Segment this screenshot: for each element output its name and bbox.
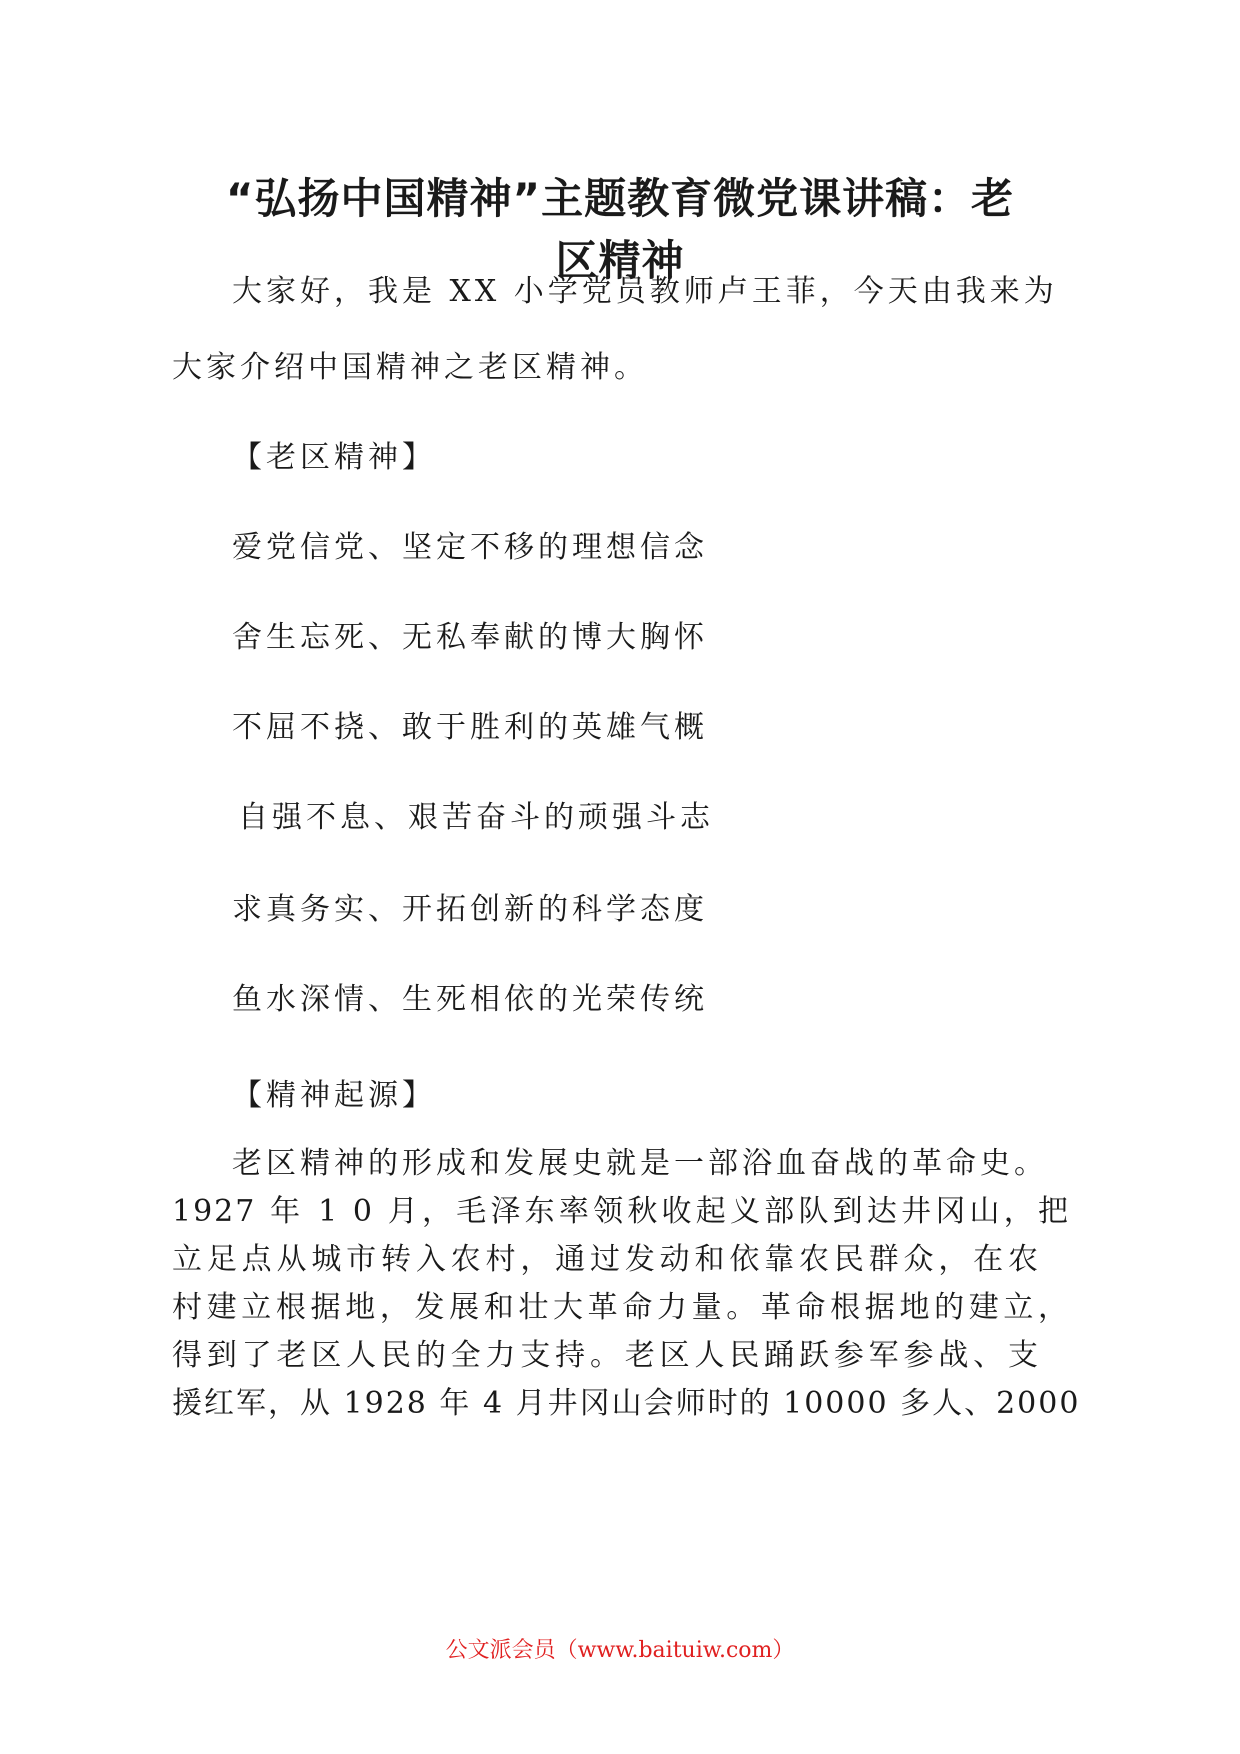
body-line: 立足点从城市转入农村，通过发动和依靠农民群众，在农	[172, 1242, 1040, 1277]
spirit-item: 自强不息、艰苦奋斗的顽强斗志	[238, 800, 714, 835]
body-line: 1927 年 1 0 月，毛泽东率领秋收起义部队到达井冈山，把	[172, 1194, 1070, 1229]
spirit-item: 不屈不挠、敢于胜利的英雄气概	[232, 710, 708, 745]
title-line-1: “弘扬中国精神”主题教育微党课讲稿：老	[225, 174, 1015, 223]
title-line-2: 区精神	[555, 236, 685, 285]
spirit-item: 求真务实、开拓创新的科学态度	[232, 892, 708, 927]
footer-watermark: 公文派会员（www.baituiw.com）	[445, 1638, 795, 1663]
intro-line-2: 大家介绍中国精神之老区精神。	[172, 350, 648, 385]
body-line: 村建立根据地，发展和壮大革命力量。革命根据地的建立，	[172, 1290, 1070, 1325]
section-heading-laoqu: 【老区精神】	[232, 440, 436, 475]
intro-line-1: 大家好，我是 XX 小学党员教师卢王菲，今天由我来为	[232, 274, 1058, 309]
body-line: 援红军，从 1928 年 4 月井冈山会师时的 10000 多人、2000	[172, 1386, 1081, 1421]
body-line: 得到了老区人民的全力支持。老区人民踊跃参军参战、支	[172, 1338, 1040, 1373]
spirit-item: 爱党信党、坚定不移的理想信念	[232, 530, 708, 565]
spirit-item: 鱼水深情、生死相依的光荣传统	[232, 982, 708, 1017]
section-heading-origin: 【精神起源】	[232, 1078, 436, 1113]
body-line: 老区精神的形成和发展史就是一部浴血奋战的革命史。	[232, 1146, 1048, 1181]
spirit-item: 舍生忘死、无私奉献的博大胸怀	[232, 620, 708, 655]
